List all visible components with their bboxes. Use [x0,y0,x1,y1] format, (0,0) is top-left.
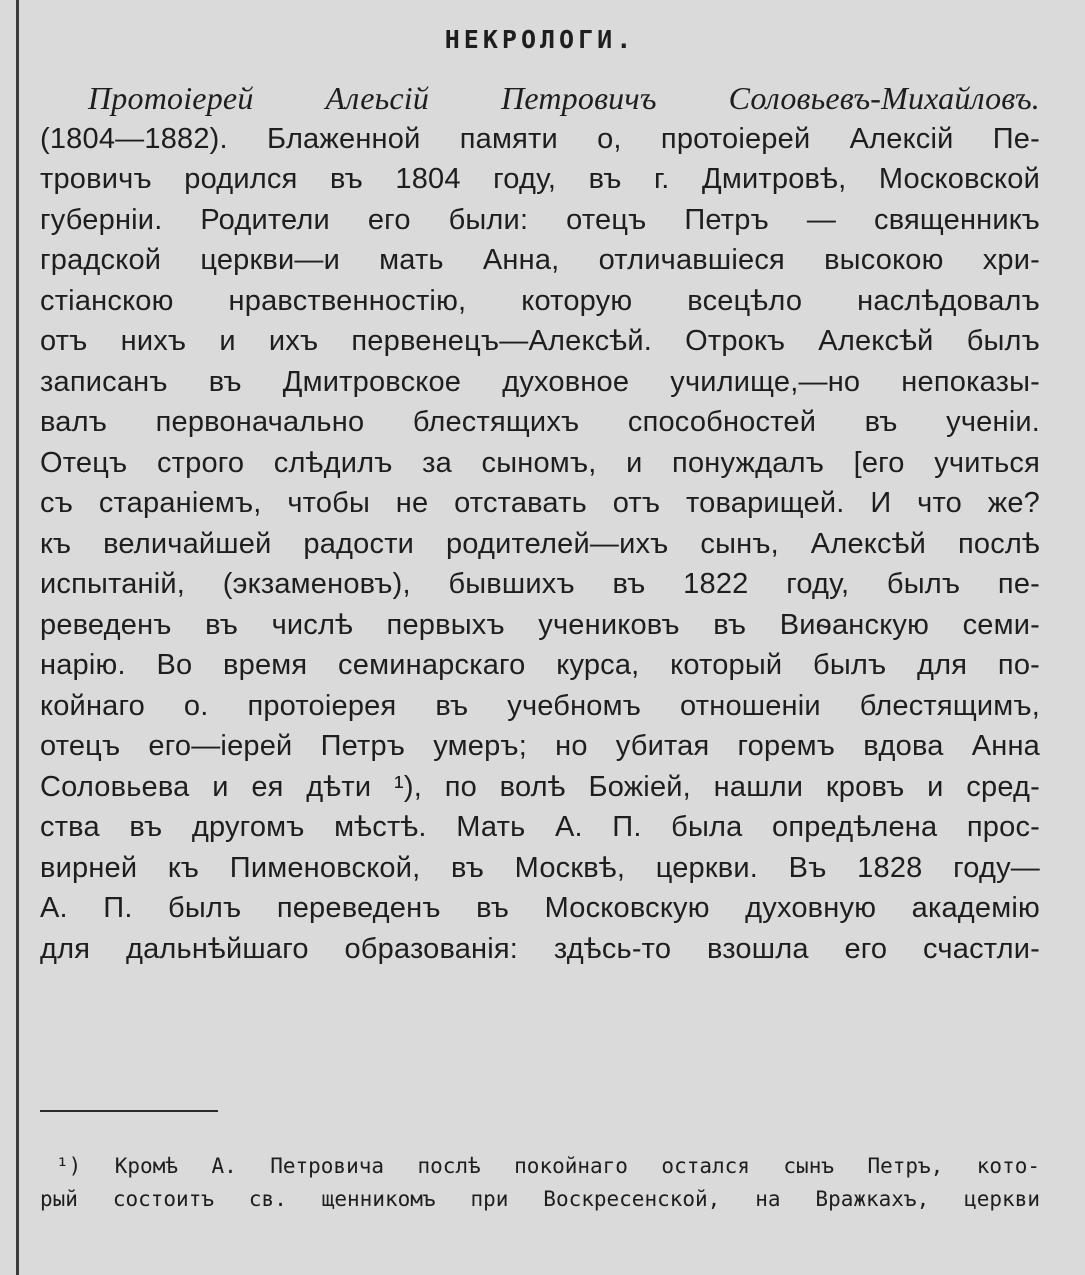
footnote [40,1150,1040,1216]
article-line: нарію. Во время семинарскаго курса, который былъ для по- [40,649,1040,681]
article-line: реведенъ въ числѣ первыхъ учениковъ въ Виѳанскую семи- [40,608,1040,641]
article-line: испытаній, (экзаменовъ), бывшихъ въ 1822 году, былъ пе- [40,568,1040,600]
footnote-separator [40,1110,218,1112]
article-line: градской церкви—и мать Анна, отличавшіеся высокою хри- [40,244,1040,276]
article-line: для дальнѣйшаго образованія: здѣсь-то взошла его счастли- [40,932,1040,965]
article-line: койнаго о. протоіерея въ учебномъ отношеніи блестящимъ, [40,689,1040,722]
article-line-title: Протоіерей Алеьсій Петровичъ Соловьевъ-Михайловъ. [88,80,1040,116]
article-line: отъ нихъ и ихъ первенецъ—Алексѣй. Отрокъ Алексѣй былъ [40,325,1040,357]
article-line: А. П. былъ переведенъ въ Московскую духовную академію [40,892,1040,924]
article-line: валъ первоначально блестящихъ способностей въ ученіи. [40,406,1040,438]
article-line: губерніи. Родители его были: отецъ Петръ — священникъ [40,203,1040,236]
footnote-line: рый состоитъ св. щенникомъ при Воскресенской, на Вражкахъ, церкви [40,1187,1040,1211]
page-edge-rule [16,0,19,1275]
article-line: съ стараніемъ, чтобы не отставать отъ товарищей. И что же? [40,487,1040,519]
article-body [40,20,1040,969]
article-line: къ величайшей радости родителей—ихъ сынъ, Алексѣй послѣ [40,527,1040,560]
article-line: вирней къ Пименовской, въ Москвѣ, церкви. Въ 1828 году— [40,851,1040,884]
article-line: Отецъ строго слѣдилъ за сыномъ, и понуждалъ [его учиться [40,446,1040,479]
article-line: записанъ въ Дмитровское духовное училище,—но непоказы- [40,365,1040,398]
article-line: отецъ его—іерей Петръ умеръ; но убитая горемъ вдова Анна [40,730,1040,762]
section-heading: НЕКРОЛОГИ. [444,25,636,54]
article-line: (1804—1882). Блаженной памяти о, протоіерей Алексій Пе- [40,122,1040,155]
footnote-line: ¹) Кромѣ А. Петровича послѣ покойнаго остался сынъ Петръ, кото- [56,1154,1040,1178]
article-line: Соловьева и ея дѣти ¹), по волѣ Божіей, нашли кровъ и сред- [40,770,1040,803]
article-line: тровичъ родился въ 1804 году, въ г. Дмитровѣ, Московской [40,163,1040,195]
article-line: стіанскою нравственностію, которую всецѣло наслѣдовалъ [40,284,1040,317]
article-line: ства въ другомъ мѣстѣ. Мать А. П. была опредѣлена прос- [40,811,1040,843]
